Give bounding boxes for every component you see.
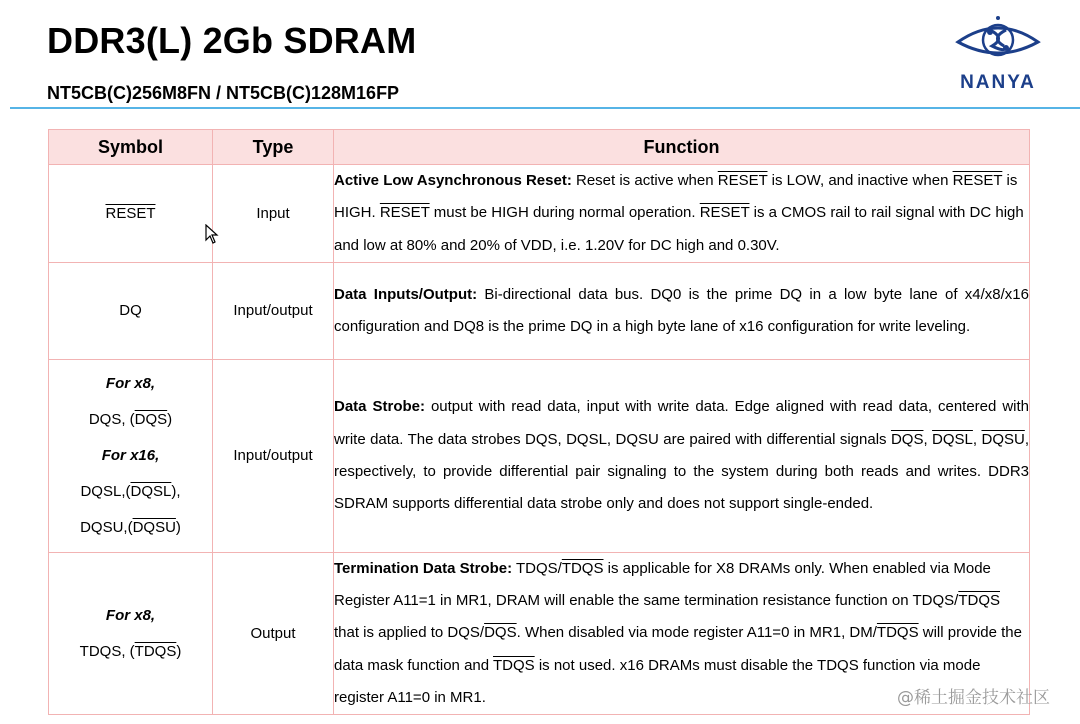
mouse-cursor-icon — [205, 224, 219, 244]
type-cell: Input — [213, 165, 334, 263]
table-row — [49, 165, 1030, 263]
function-title: Data Inputs/Output: — [334, 285, 478, 303]
column-header-function: Function — [334, 130, 1030, 165]
logo-text: NANYA — [960, 72, 1036, 93]
function-cell: Data Inputs/Output: Bi-directional data bus. DQ0 is the prime DQ in a low byte lane of x4/x8/x16 configuration and DQ8 is the prime DQ in a high byte lane of x16 configuration for write leveling. — [334, 262, 1030, 359]
symbol-cell: For x8, DQS, $(\overline{DQS})$ For x16, DQSL,(DQSL), DQSU,(DQSU) — [49, 359, 213, 552]
part-number-subtitle: NT5CB(C)256M8FN / NT5CB(C)128M16FP — [47, 83, 400, 103]
function-title: Termination Data Strobe: — [334, 559, 513, 577]
symbol-text: DQ — [119, 302, 142, 320]
table-row — [49, 262, 1030, 359]
type-cell: Output — [213, 552, 334, 714]
page-title: DDR3(L) 2Gb SDRAM — [47, 20, 417, 61]
column-header-symbol: Symbol — [49, 130, 213, 165]
symbol-cell: For x8, TDQS, (TDQS) — [49, 552, 213, 714]
type-cell: Input/output — [213, 262, 334, 359]
symbol-text: RESET — [105, 204, 156, 222]
table-row — [49, 359, 1030, 552]
nanya-logo — [946, 8, 1050, 98]
column-header-type: Type — [213, 130, 334, 165]
watermark: @稀土掘金技术社区 — [897, 688, 1050, 708]
function-title: Data Strobe: — [334, 398, 425, 416]
function-cell: Active Low Asynchronous Reset: Reset is active when RESET is LOW, and inactive when RESET is HIGH. RESET must be HIGH during normal operation. RESET is a CMOS rail to rail signal with DC high and low at 80% and 20% of VDD, i.e. 1.20V for DC high and 0.30V. — [334, 165, 1030, 263]
symbol-cell — [49, 165, 213, 263]
function-cell: Termination Data Strobe: TDQS/TDQS is applicable for X8 DRAMs only. When enabled via Mode Register A11=1 in MR1, DRAM will enable the same termination resistance function on TDQS/TDQS that is applied to DQS/$\overline{DQS}$. When disabled via mode register A11=0 in MR1, DM/TDQS will provide the data mask function and TDQS is not used. x16 DRAMs must disable the TDQS function via mode register A11=0 in MR1. — [334, 552, 1030, 714]
function-cell: Data Strobe: output with read data, input with write data. Edge aligned with read data, centered with write data. The data strobes DQS, DQSL, DQSU are paired with differential signals $\overline{DQS}$, DQSL, DQSU, respectively, to provide differential pair signaling to the system during both reads and writes. DDR3 SDRAM supports differential data strobe only and does not support single-ended. — [334, 359, 1030, 552]
symbol-cell — [49, 262, 213, 359]
nanya-emblem-icon — [946, 8, 1050, 72]
table-row — [49, 552, 1030, 714]
function-title: Active Low Asynchronous Reset: — [334, 172, 572, 189]
table-header-row — [49, 130, 1030, 165]
type-cell: Input/output — [213, 359, 334, 552]
header-divider — [10, 107, 1080, 109]
pin-function-table — [48, 129, 1030, 715]
